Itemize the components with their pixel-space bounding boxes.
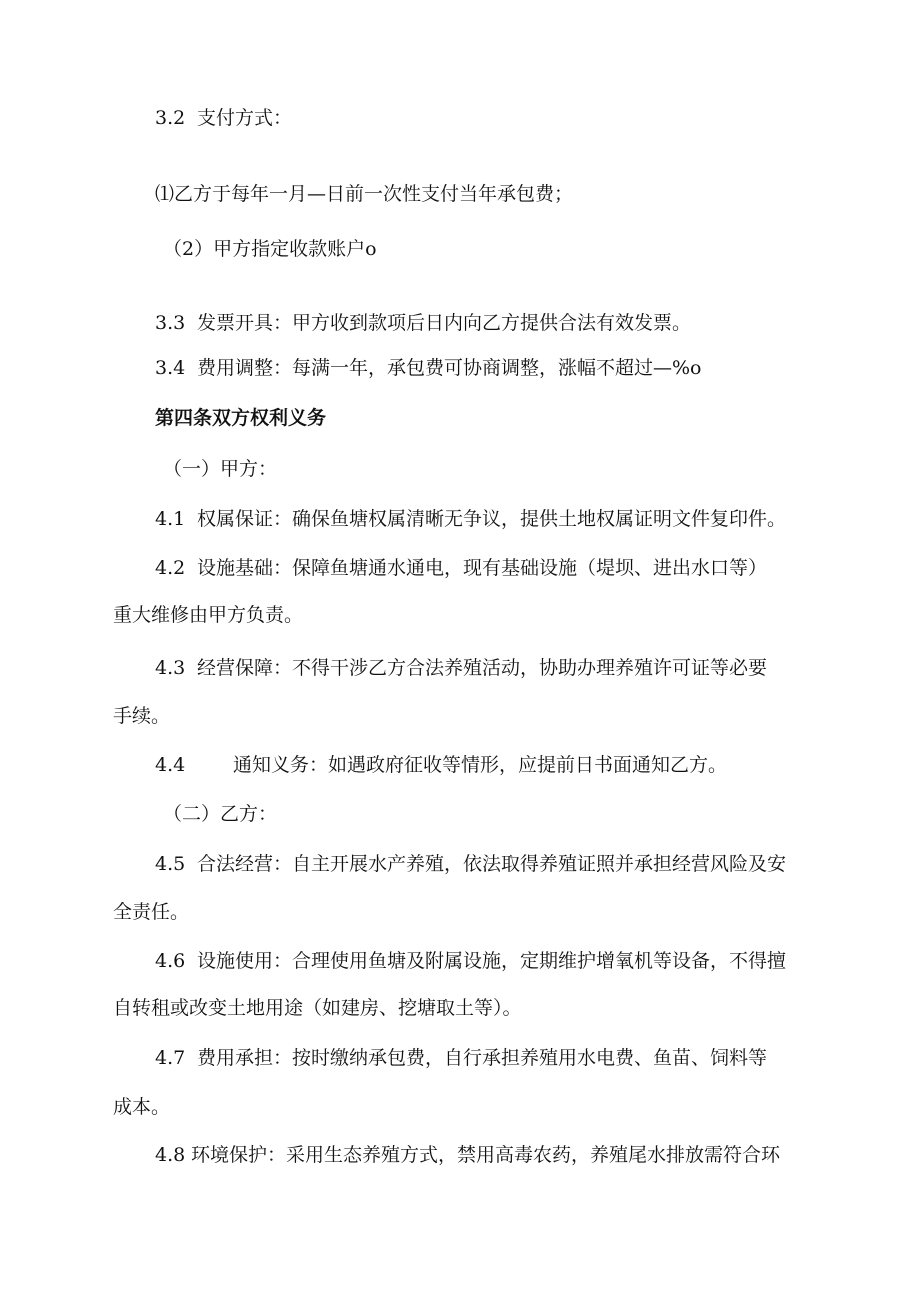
clause-number: 4.2 (155, 557, 186, 579)
clause-4-7 (155, 1046, 767, 1070)
clause-text: 通知义务：如遇政府征收等情形，应提前日书面通知乙方。 (233, 754, 728, 776)
clause-3-4 (155, 356, 702, 380)
clause-4-3 (155, 656, 767, 680)
clause-4-1 (155, 507, 786, 531)
section-title: （二）乙方： (163, 803, 278, 825)
clause-4-8 (155, 1143, 780, 1167)
clause-4-7-continued (113, 1095, 170, 1119)
clause-4-2 (155, 556, 767, 580)
clause-3-2-heading (155, 106, 292, 130)
payment-item-2 (163, 237, 377, 261)
clause-text: 经营保障：不得干涉乙方合法养殖活动，协助办理养殖许可证等必要 (197, 657, 768, 679)
clause-4-2-continued (113, 603, 303, 627)
clause-text: 设施使用：合理使用鱼塘及附属设施，定期维护增氧机等设备，不得擅 (197, 950, 787, 972)
clause-number: 4.8 (155, 1144, 186, 1166)
clause-text: 支付方式： (197, 107, 293, 129)
clause-number: 4.5 (155, 853, 186, 875)
clause-text: 合法经营：自主开展水产养殖，依法取得养殖证照并承担经营风险及安 (197, 853, 787, 875)
clause-4-5 (155, 852, 786, 876)
clause-number: 4.6 (155, 950, 186, 972)
clause-number: 4.4 (155, 754, 186, 776)
clause-text: 费用调整：每满一年，承包费可协商调整，涨幅不超过—%o (197, 357, 702, 379)
clause-number: 3.4 (155, 357, 186, 379)
clause-4-6 (155, 949, 786, 973)
clause-text: 自转租或改变土地用途（如建房、挖塘取土等）。 (113, 997, 522, 1019)
clause-4-6-continued (113, 996, 522, 1020)
clause-text: 手续。 (113, 705, 171, 727)
clause-text: 全责任。 (113, 901, 190, 923)
clause-text: 费用承担：按时缴纳承包费，自行承担养殖用水电费、鱼苗、饲料等 (197, 1047, 768, 1069)
clause-4-3-continued (113, 704, 170, 728)
article-title: 第四条双方权利义务 (155, 407, 327, 429)
party-a-heading (163, 457, 277, 481)
item-text: （2）甲方指定收款账户o (163, 238, 377, 260)
clause-4-5-continued (113, 900, 189, 924)
clause-number: 4.7 (155, 1047, 186, 1069)
article-4-heading (155, 406, 326, 430)
clause-number: 3.2 (155, 107, 186, 129)
clause-text: 重大维修由甲方负责。 (113, 604, 304, 626)
clause-text: 发票开具：甲方收到款项后日内向乙方提供合法有效发票。 (197, 312, 692, 334)
clause-4-4 (155, 753, 727, 777)
clause-text: 成本。 (113, 1096, 171, 1118)
clause-number: 4.1 (155, 508, 186, 530)
clause-text: 环境保护：采用生态养殖方式，禁用高毒农药，养殖尾水排放需符合环 (191, 1144, 781, 1166)
payment-item-1 (155, 182, 573, 206)
clause-number: 3.3 (155, 312, 186, 334)
section-title: （一）甲方： (163, 458, 278, 480)
clause-3-3 (155, 311, 691, 335)
clause-text: 设施基础：保障鱼塘通水通电，现有基础设施（堤坝、进出水口等） (197, 557, 768, 579)
item-text: ⑴乙方于每年一月—日前一次性支付当年承包费； (155, 183, 574, 205)
clause-text: 权属保证：确保鱼塘权属清晰无争议，提供土地权属证明文件复印件。 (197, 508, 787, 530)
party-b-heading (163, 802, 277, 826)
clause-number: 4.3 (155, 657, 186, 679)
